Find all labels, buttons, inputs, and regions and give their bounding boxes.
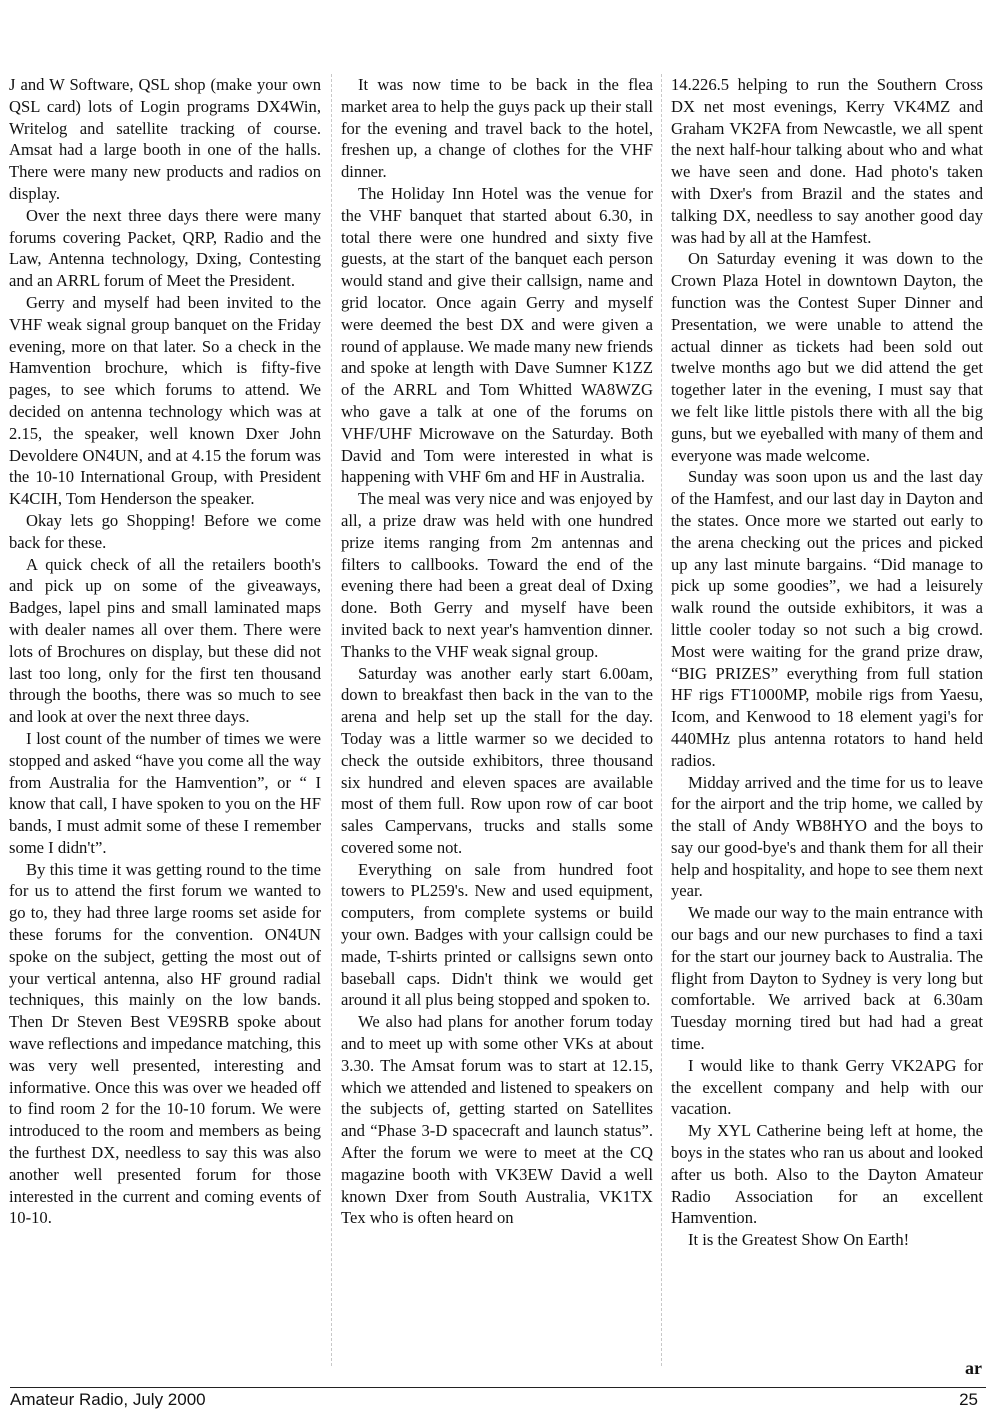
article-column-2 (341, 74, 653, 1229)
paragraph: Sunday was soon upon us and the last day of the Hamfest, and our last day in Dayton and the states. Once more we started out early to the arena checking out the prices and picked up any last minute bargains. “Did manage to pick up some goodies”, we had a leisurely walk round the outside exhibitors, it was a little cooler today so not such a big crowd. Most were waiting for the grand prize draw, “BIG PRIZES” everything from full station HF rigs FT1000MP, mobile rigs from Yaesu, Icom, and Kenwood to 18 element yagi's for 440MHz plus antenna rotators to hand held radios. (671, 467, 983, 770)
footer-publication: Amateur Radio, July 2000 (10, 1390, 206, 1409)
paragraph: My XYL Catherine being left at home, the boys in the states who ran us about and looked after us both. Also to the Dayton Amateur Radio Association for an excellent Hamvention. (671, 1121, 983, 1228)
paragraph: By this time it was getting round to the time for us to attend the first forum we wanted to go to, they had three large rooms set aside for these forums for the convention. ON4UN spoke on the subject, getting the most out of your vertical antenna, also HF ground radial techniques, this mainly on the low bands. Then Dr Steven Best VE9SRB spoke about wave reflections and impedance matching, this was very well presented, interesting and informative. Once this was over we headed off to find room 2 for the 10-10 forum. We were introduced to the room and members as being the furthest DX, needless to say this was also another well presented forum for those interested in the current and coming events of 10-10. (9, 859, 321, 1228)
paragraph: Saturday was another early start 6.00am, down to breakfast then back in the van to the arena and help set up the stall for the day. Today was a little warmer so we decided to check the outside exhibitors, three thousand six hundred and eleven spaces are available most of them full. Row upon row of car boot sales Campervans, trucks and stalls some covered some not. (341, 663, 653, 857)
article-column-3 (671, 74, 983, 1251)
article-end-mark: ar (965, 1358, 982, 1378)
article-column-1 (9, 74, 321, 1229)
paragraph: Over the next three days there were many forums covering Packet, QRP, Radio and the Law, Antenna technology, Dxing, Contesting and an ARRL forum of Meet the President. (9, 205, 321, 291)
paragraph: Okay lets go Shopping! Before we come back for these. (9, 510, 321, 552)
paragraph: 14.226.5 helping to run the Southern Cross DX net most evenings, Kerry VK4MZ and Graham VK2FA from Newcastle, we all spent the next half-hour talking about who and what we have seen and done. Had photo's taken with Dxer's from Brazil and the states and talking DX, needless to say another good day was had by all at the Hamfest. (671, 75, 983, 247)
paragraph: The meal was very nice and was enjoyed by all, a prize draw was held with one hundred prize items ranging from 2m antennas and filters to callbooks. Toward the end of the evening there had been a great deal of Dxing done. Both Gerry and myself have been invited back to next year's hamvention dinner. Thanks to the VHF weak signal group. (341, 489, 653, 661)
paragraph: I lost count of the number of times we were stopped and asked “have you come all the way from Australia for the Hamvention”, or “ I know that call, I have spoken to you on the HF bands, I must admit some of these I remember some I didn't”. (9, 728, 321, 857)
page-number: 25 (959, 1390, 978, 1409)
paragraph: A quick check of all the retailers booth's and pick up on some of the giveaways, Badges, lapel pins and small laminated maps with dealer names all over them. There were lots of Brochures on display, but these did not last too long, only for the first ten thousand through the booths, there was so much to see and look at over the next three days. (9, 554, 321, 727)
column-divider (661, 74, 663, 1366)
paragraph: It was now time to be back in the flea market area to help the guys pack up their stall for the evening and travel back to the hotel, freshen up, a change of clothes for the VHF dinner. (341, 75, 653, 182)
paragraph: Midday arrived and the time for us to leave for the airport and the trip home, we called by the stall of Andy WB8HYO and the boys to say our good-bye's and thank them for all their help and hospitality, and hope to see them next year. (671, 772, 983, 901)
paragraph: We made our way to the main entrance with our bags and our new purchases to find a taxi for the start our journey back to Australia. The flight from Dayton to Sydney is very long but comfortable. We arrived back at 6.30am Tuesday morning tired but had had a great time. (671, 903, 983, 1054)
paragraph: Gerry and myself had been invited to the VHF weak signal group banquet on the Friday evening, more on that later. So a check in the Hamvention brochure, which is fifty-five pages, to see which forums to attend. We decided on antenna technology which was at 2.15, the speaker, well known Dxer John Devoldere ON4UN, and at 4.15 the forum was the 10-10 International Group, with President K4CIH, Tom Henderson the speaker. (9, 292, 321, 509)
paragraph: The Holiday Inn Hotel was the venue for the VHF banquet that started about 6.30, in total there were one hundred and sixty five guests, at the start of the banquet each person would stand and give their callsign, name and grid locator. Once again Gerry and myself were deemed the best DX and were given a round of applause. We made many new friends and spoke at length with Dave Sumner K1ZZ of the ARRL and Tom Whitted WA8WZG who gave a talk at one of the forums on VHF/UHF Microwave on the Saturday. Both David and Tom were interested in what is happening with VHF 6m and HF in Australia. (341, 183, 653, 487)
paragraph: Everything on sale from hundred foot towers to PL259's. New and used equipment, computers, from complete systems or build your own. Badges with your callsign could be made, T-shirts printed or callsigns sewn onto baseball caps. Didn't think we would get around it all plus being stopped and spoken to. (341, 859, 653, 1010)
paragraph: J and W Software, QSL shop (make your own QSL card) lots of Login programs DX4Win, Writelog and satellite tracking of course. Amsat had a large booth in one of the halls. There were many new products and radios on display. (9, 75, 321, 203)
column-divider (331, 74, 333, 1366)
paragraph: It is the Greatest Show On Earth! (688, 1230, 910, 1250)
paragraph: On Saturday evening it was down to the Crown Plaza Hotel in downtown Dayton, the function was the Contest Super Dinner and Presentation, we were unable to attend the actual dinner as tickets had been sold out twelve months ago but we did attend the get together later in the evening, I must say that we felt like little pistols there with all the big guns, but we eyeballed with many of them and everyone was made welcome. (671, 249, 983, 465)
footer-rule (10, 1387, 986, 1388)
paragraph: We also had plans for another forum today and to meet up with some other VKs at about 3.30. The Amsat forum was to start at 12.15, which we attended and listened to speakers on the subjects of, getting started on Satellites and “Phase 3-D spacecraft and launch status”. After the forum we were to meet at the CQ magazine booth with VK3EW David a well known Dxer from South Australia, VK1TX Tex who is often heard on (341, 1012, 653, 1228)
paragraph: I would like to thank Gerry VK2APG for the excellent company and help with our vacation. (671, 1055, 983, 1119)
